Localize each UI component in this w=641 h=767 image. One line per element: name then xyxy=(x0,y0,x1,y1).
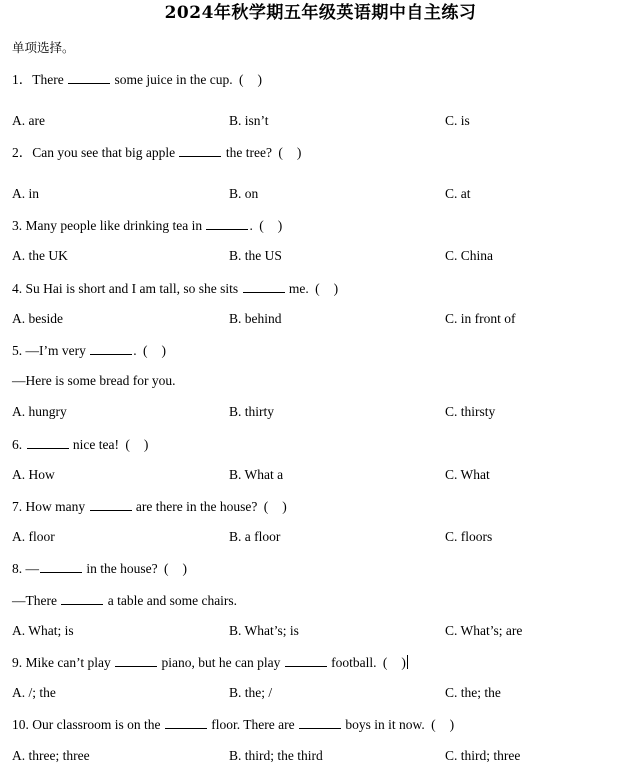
option-a[interactable]: A. are xyxy=(12,113,45,128)
question-2-options xyxy=(12,185,632,203)
question-8-dialogue-reply xyxy=(12,591,237,610)
option-b[interactable]: B. third; the third xyxy=(229,748,323,763)
q7-text-2: are there in the house? xyxy=(135,499,258,514)
answer-parentheses[interactable]: ( ) xyxy=(431,717,455,732)
question-3-options xyxy=(12,247,632,265)
question-9-stem xyxy=(12,653,408,672)
option-c[interactable]: C. thirsty xyxy=(445,404,496,419)
answer-blank[interactable] xyxy=(243,279,285,293)
question-5-options xyxy=(12,403,632,421)
question-5-dialogue-reply: —Here is some bread for you. xyxy=(12,373,176,388)
question-2-stem xyxy=(12,143,301,162)
answer-parentheses[interactable]: ( ) xyxy=(315,281,339,296)
question-5-stem xyxy=(12,341,166,360)
q8-text-2: in the house? xyxy=(86,561,158,576)
answer-parentheses[interactable]: ( ) xyxy=(125,437,149,452)
answer-blank[interactable] xyxy=(179,143,221,157)
option-a[interactable]: A. in xyxy=(12,186,39,201)
q7-text-1: 7. How many xyxy=(12,499,86,514)
option-b[interactable]: B. What a xyxy=(229,467,284,482)
option-a[interactable]: A. floor xyxy=(12,529,55,544)
q1-text-2: some juice in the cup. xyxy=(114,72,233,87)
q3-text-2: . xyxy=(249,218,253,233)
q9-text-3: football. xyxy=(331,655,377,670)
q5-text-2: . xyxy=(133,343,137,358)
answer-blank[interactable] xyxy=(61,591,103,605)
question-6-stem xyxy=(12,435,148,454)
answer-blank[interactable] xyxy=(40,559,82,573)
question-8-stem xyxy=(12,559,187,578)
answer-blank[interactable] xyxy=(90,341,132,355)
q1-text-1: 1．There xyxy=(12,72,64,87)
option-b[interactable]: B. What’s; is xyxy=(229,623,299,638)
answer-blank[interactable] xyxy=(90,497,132,511)
option-a[interactable]: A. beside xyxy=(12,311,63,326)
option-a[interactable]: A. the UK xyxy=(12,248,68,263)
option-b[interactable]: B. on xyxy=(229,186,259,201)
question-6-options xyxy=(12,466,632,484)
q9-text-2: piano, but he can play xyxy=(161,655,281,670)
text-cursor xyxy=(407,655,409,669)
option-c[interactable]: C. floors xyxy=(445,529,493,544)
question-1-options xyxy=(12,112,632,130)
question-3-stem xyxy=(12,216,282,235)
option-a[interactable]: A. What; is xyxy=(12,623,74,638)
question-7-options xyxy=(12,528,632,546)
q4-text-1: 4. Su Hai is short and I am tall, so she sits xyxy=(12,281,239,296)
answer-blank[interactable] xyxy=(27,435,69,449)
answer-blank[interactable] xyxy=(285,653,327,667)
option-b[interactable]: B. behind xyxy=(229,311,282,326)
option-c[interactable]: C. third; three xyxy=(445,748,521,763)
option-c[interactable]: C. China xyxy=(445,248,494,263)
question-4-options xyxy=(12,310,632,328)
answer-parentheses[interactable]: ( ) xyxy=(259,218,283,233)
answer-blank[interactable] xyxy=(299,715,341,729)
q2-text-1: 2．Can you see that big apple xyxy=(12,145,176,160)
q9-text-1: 9. Mike can’t play xyxy=(12,655,111,670)
q10-text-1: 10. Our classroom is on the xyxy=(12,717,161,732)
question-8-options xyxy=(12,622,632,640)
question-1-stem xyxy=(12,70,262,89)
answer-blank[interactable] xyxy=(165,715,207,729)
option-b[interactable]: B. a floor xyxy=(229,529,281,544)
q8-reply-text-1: —There xyxy=(12,593,57,608)
q10-text-3: boys in it now. xyxy=(345,717,425,732)
option-a[interactable]: A. three; three xyxy=(12,748,90,763)
answer-blank[interactable] xyxy=(115,653,157,667)
q8-reply-text-2: a table and some chairs. xyxy=(107,593,238,608)
answer-blank[interactable] xyxy=(68,70,110,84)
q8-text-1: 8. — xyxy=(12,561,39,576)
question-7-stem xyxy=(12,497,287,516)
answer-parentheses[interactable]: ( ) xyxy=(278,145,302,160)
answer-parentheses[interactable]: ( ) xyxy=(382,655,406,670)
option-c[interactable]: C. What xyxy=(445,467,490,482)
q4-text-2: me. xyxy=(288,281,309,296)
section-heading: 单项选择。 xyxy=(12,40,75,55)
answer-parentheses[interactable]: ( ) xyxy=(142,343,166,358)
option-b[interactable]: B. the; / xyxy=(229,685,273,700)
answer-parentheses[interactable]: ( ) xyxy=(238,72,262,87)
q5-text-1: 5. —I’m very xyxy=(12,343,86,358)
answer-parentheses[interactable]: ( ) xyxy=(263,499,287,514)
option-c[interactable]: C. at xyxy=(445,186,471,201)
question-4-stem xyxy=(12,279,338,298)
question-10-options xyxy=(12,747,632,765)
answer-parentheses[interactable]: ( ) xyxy=(163,561,187,576)
option-c[interactable]: C. What’s; are xyxy=(445,623,523,638)
answer-blank[interactable] xyxy=(206,216,248,230)
option-c[interactable]: C. is xyxy=(445,113,470,128)
option-c[interactable]: C. in front of xyxy=(445,311,516,326)
option-b[interactable]: B. isn’t xyxy=(229,113,269,128)
question-10-stem xyxy=(12,715,454,734)
q3-text-1: 3. Many people like drinking tea in xyxy=(12,218,203,233)
q6-text-2: nice tea! xyxy=(72,437,119,452)
q6-text-1: 6. xyxy=(12,437,23,452)
option-b[interactable]: B. thirty xyxy=(229,404,275,419)
option-c[interactable]: C. the; the xyxy=(445,685,501,700)
option-b[interactable]: B. the US xyxy=(229,248,282,263)
option-a[interactable]: A. /; the xyxy=(12,685,56,700)
page-title: 2024年秋学期五年级英语期中自主练习 xyxy=(164,3,477,23)
option-a[interactable]: A. How xyxy=(12,467,55,482)
q10-text-2: floor. There are xyxy=(211,717,295,732)
question-9-options xyxy=(12,684,632,702)
option-a[interactable]: A. hungry xyxy=(12,404,67,419)
q2-text-2: the tree? xyxy=(225,145,272,160)
